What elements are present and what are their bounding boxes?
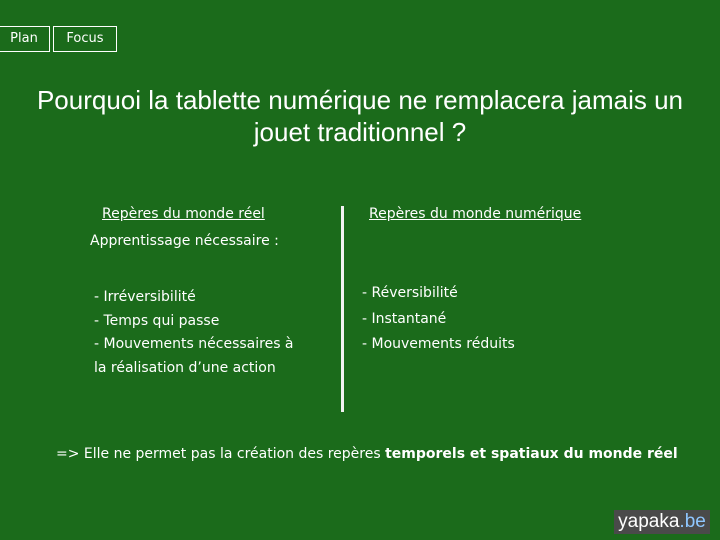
logo-suffix: .be [679,511,706,532]
list-item: - Mouvements réduits [362,336,515,352]
list-item: la réalisation d’une action [94,359,276,376]
tab-focus[interactable]: Focus [53,26,117,52]
tab-plan[interactable]: Plan [0,26,50,52]
conclusion-prefix: => Elle ne permet pas la création des repères [56,446,386,462]
slide-title-line-1: Pourquoi la tablette numérique ne remplacera jamais un [36,85,684,115]
conclusion-emphasis: temporels et spatiaux du monde réel [385,446,678,462]
column-divider [341,206,344,412]
list-item: - Mouvements nécessaires à [94,336,294,352]
yapaka-logo [614,510,710,534]
logo-main: yapaka [618,511,680,532]
right-column-heading: Repères du monde numérique [369,206,582,222]
left-column-subheading: Apprentissage nécessaire : [90,233,279,249]
slide-title [0,84,720,148]
left-column-list [94,286,294,380]
list-item: - Instantané [362,310,447,327]
slide-title-line-2: jouet traditionnel ? [253,117,467,147]
list-item: - Réversibilité [362,285,458,301]
right-column-list [362,281,515,358]
conclusion-text [56,446,678,462]
list-item: - Irréversibilité [94,289,196,305]
list-item: - Temps qui passe [94,312,220,329]
left-column-heading: Repères du monde réel [102,206,265,222]
